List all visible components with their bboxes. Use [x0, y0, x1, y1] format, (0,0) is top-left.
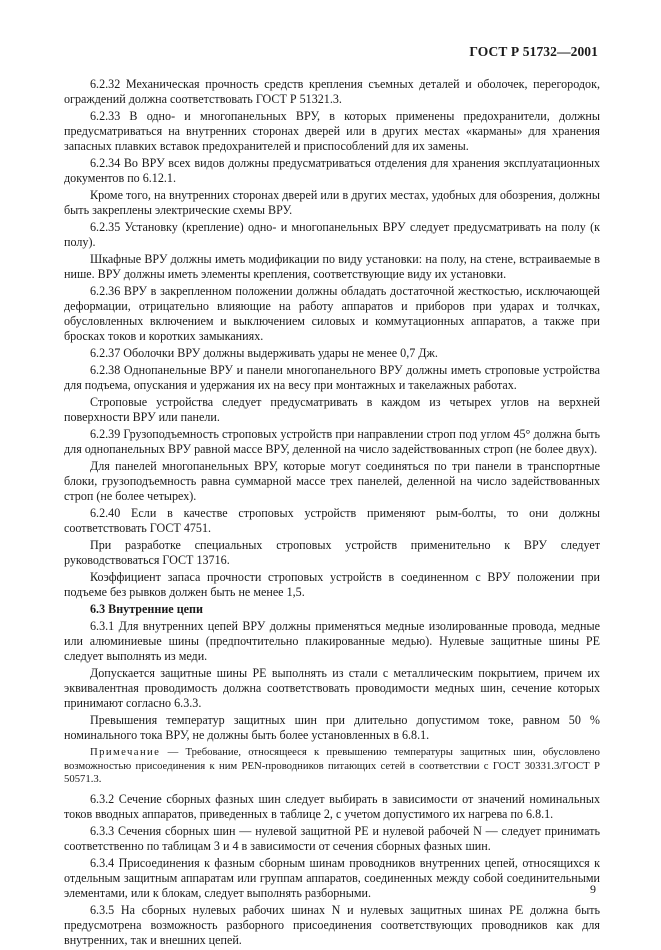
note-label: Примечание [90, 746, 161, 759]
paragraph-6-2-39-cont: Для панелей многопанельных ВРУ, которые могут соединяться по три панели в транспортные блоки, грузоподъемность равна суммарной массе трех панелей, деленной на число задействованных строп (не более четырех). [64, 458, 600, 503]
paragraph-6-3-3: 6.3.3 Сечения сборных шин — нулевой защитной РЕ и нулевой рабочей N — следует принимать соответственно по таблицам 3 и 4 в зависимости от сечения сборных фазных шин. [64, 824, 600, 854]
note-block [64, 746, 600, 786]
paragraph-6-3-4: 6.3.4 Присоединения к фазным сборным шинам проводников внутренних цепей, относящихся к отдельным защитным аппаратам или группам аппаратов, соединенных между собой соединительными элементами, или к блокам, следует выполнять разборными. [64, 856, 600, 901]
section-heading-6-3: 6.3 Внутренние цепи [90, 601, 203, 616]
paragraph-6-2-32: 6.2.32 Механическая прочность средств крепления съемных деталей и оболочек, перегородок, ограждений должна соответствовать ГОСТ Р 51321.3. [64, 77, 600, 106]
note-text: — Требование, относящееся к превышению температуры защитных шин, обусловлено возможностью присоединения к ним PEN-проводников питающих сетей в соответствии с ГОСТ 30331.3/ГОСТ Р 50571.3. [64, 746, 600, 786]
paragraph-6-3-1-cont-1: Допускается защитные шины РЕ выполнять из стали с металлическим покрытием, причем их эквивалентная проводимость должна соответствовать проводимости медных шин, сечение которых принимают согласно 6.3.3. [64, 665, 600, 710]
paragraph-6-2-34: 6.2.34 Во ВРУ всех видов должны предусматриваться отделения для хранения эксплуатационных документов по 6.12.1. [64, 155, 600, 185]
paragraph-6-3-1-cont-2: Превышения температур защитных шин при длительно допустимом токе, равном 50 % номинального тока ВРУ, не должны быть более установленных в 6.8.1. [64, 712, 600, 742]
paragraph-6-2-35: 6.2.35 Установку (крепление) одно- и многопанельных ВРУ следует предусматривать на полу (к полу). [64, 219, 600, 249]
page-number: 9 [590, 882, 596, 896]
paragraph-6-2-40-cont-2: Коэффициент запаса прочности строповых устройств в соединенном с ВРУ положении при подъеме без рывков должен быть не менее 1,5. [64, 569, 600, 599]
paragraph-6-2-34-cont: Кроме того, на внутренних сторонах дверей или в других местах, удобных для обозрения, должны быть закреплены электрические схемы ВРУ. [64, 187, 600, 217]
paragraph-6-2-38-cont: Строповые устройства следует предусматривать в каждом из четырех углов на верхней поверхности ВРУ или панели. [64, 394, 600, 424]
paragraph-6-2-37: 6.2.37 Оболочки ВРУ должны выдерживать удары не менее 0,7 Дж. [90, 345, 438, 360]
paragraph-6-3-2: 6.3.2 Сечение сборных фазных шин следует выбирать в зависимости от значений номинальных токов вводных аппаратов, приведенных в таблице 2, с учетом допустимого их нагрева по 6.8.1. [64, 792, 600, 822]
paragraph-6-3-1: 6.3.1 Для внутренних цепей ВРУ должны применяться медные изолированные провода, медные или алюминиевые шины (предпочтительно плакированные медью). Нулевые защитные шины РЕ следует выполнять из меди. [64, 618, 600, 663]
paragraph-6-2-38: 6.2.38 Однопанельные ВРУ и панели многопанельного ВРУ должны иметь строповые устройства для подъема, опускания и удержания их на весу при монтажных и такелажных работах. [64, 362, 600, 392]
document-code-header: ГОСТ Р 51732—2001 [469, 44, 598, 59]
paragraph-6-2-39: 6.2.39 Грузоподъемность строповых устройств при направлении строп под углом 45° должна быть для однопанельных ВРУ равной массе ВРУ, деленной на число задействованных строп (не более двух). [64, 426, 600, 456]
document-body [64, 77, 600, 950]
paragraph-6-2-35-cont: Шкафные ВРУ должны иметь модификации по виду установки: на полу, на стене, встраиваемые в нише. ВРУ должны иметь элементы крепления, соответствующие виду их установки. [64, 251, 600, 281]
paragraph-6-2-40: 6.2.40 Если в качестве строповых устройств применяют рым-болты, то они должны соответствовать ГОСТ 4751. [64, 505, 600, 535]
paragraph-6-2-36: 6.2.36 ВРУ в закрепленном положении должны обладать достаточной жесткостью, исключающей деформации, отрицательно влияющие на работу аппаратов и приборов при ударах и толчках, обусловленных включением и выключением силовых и коммутационных аппаратов, а также при бросках токов и коротких замыканиях. [64, 283, 600, 343]
paragraph-6-2-33: 6.2.33 В одно- и многопанельных ВРУ, в которых применены предохранители, должны предусматриваться на внутренних сторонах дверей или в других местах «карманы» для хранения запасных плавких вставок предохранителей и приспособлений для их замены. [64, 109, 600, 153]
paragraph-6-3-5: 6.3.5 На сборных нулевых рабочих шинах N и нулевых защитных шинах РЕ должна быть предусмотрена возможность разборного присоединения соответствующих проводников как для внутренних, так и внешних цепей. [64, 903, 600, 948]
paragraph-6-2-40-cont-1: При разработке специальных строповых устройств применительно к ВРУ следует руководствоваться ГОСТ 13716. [64, 537, 600, 567]
